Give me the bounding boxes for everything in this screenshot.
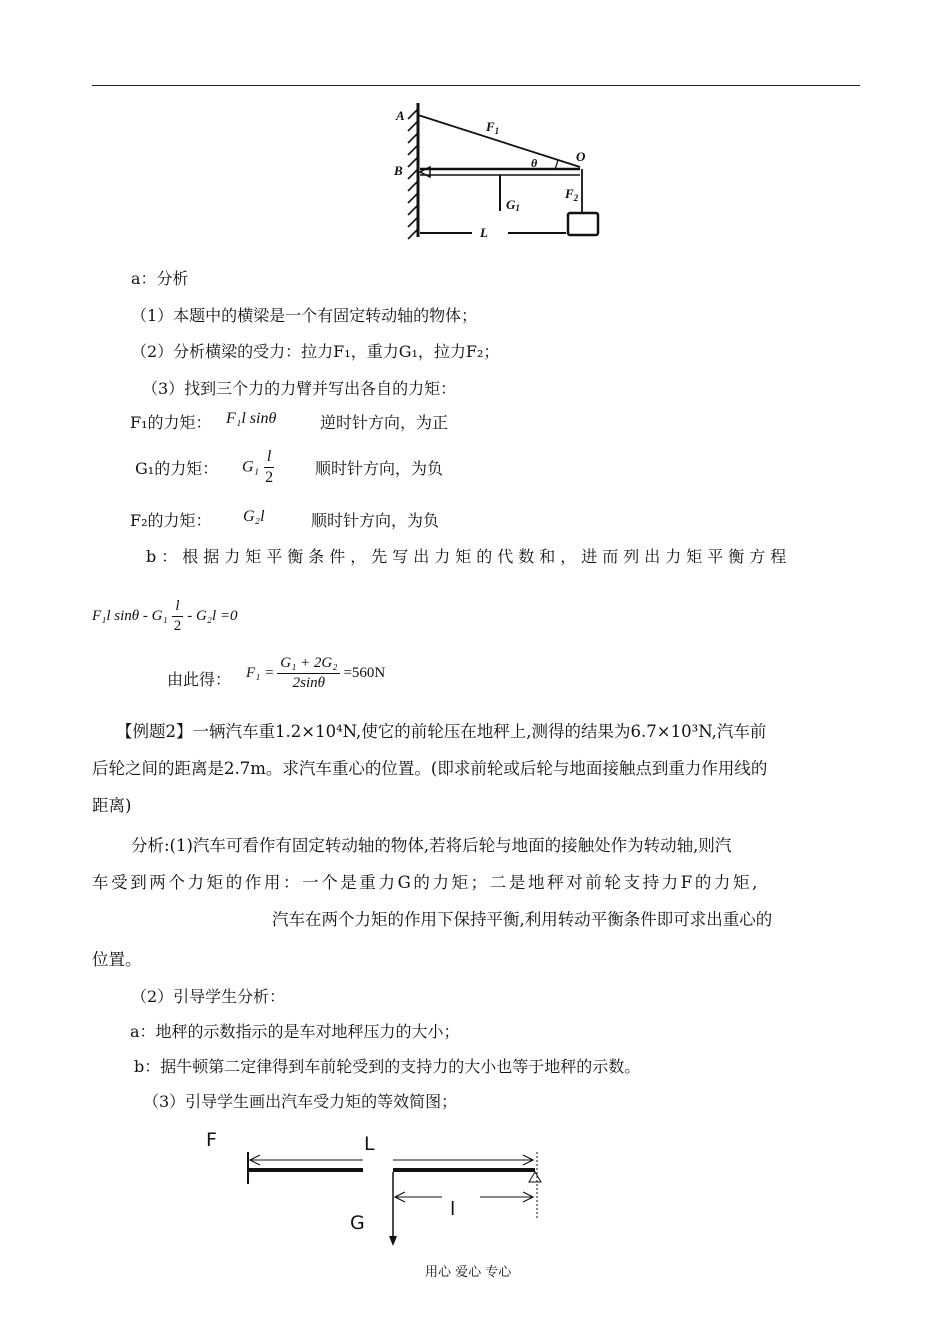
label-l-lower: l xyxy=(450,1198,456,1220)
example2-line3: 距离) xyxy=(92,796,132,815)
result-equation: F₁ = $\frac{\text{G₁ + 2G₂}}{2\sin\theta}$ =560N xyxy=(246,655,386,691)
moment-f2-label: F₂的力矩： xyxy=(130,511,212,530)
analysis-b: b：根据力矩平衡条件，先写出力矩的代数和，进而列出力矩平衡方程 xyxy=(146,547,792,566)
label-f1: $F_1$ xyxy=(486,119,500,136)
example2-analysis-1: 分析:(1)汽车可看作有固定转动轴的物体,若将后轮与地面的接触处作为转动轴,则汽 xyxy=(131,836,732,855)
label-f: F xyxy=(206,1129,217,1151)
example2-step2: （2）引导学生分析： xyxy=(131,987,286,1006)
analysis-item-2: （2）分析横梁的受力：拉力F₁，重力G₁，拉力F₂； xyxy=(131,342,500,361)
moment-g1-expr: G₁ $\frac{l}{2}$ xyxy=(242,448,274,486)
balance-equation: F₁l sinθ - G₁ $\frac{l}{2}$ - G₂l =0 xyxy=(92,598,238,634)
label-l-upper: L xyxy=(364,1133,375,1155)
moment-g1-label: G₁的力矩： xyxy=(135,459,219,478)
label-o: O xyxy=(576,149,586,164)
label-g: G xyxy=(350,1212,365,1234)
moment-f1-label: F₁的力矩： xyxy=(130,413,212,432)
moment-f1-note: 逆时针方向，为正 xyxy=(320,413,449,432)
analysis-heading: a：分析 xyxy=(131,269,189,288)
page-footer: 用心 爱心 专心 xyxy=(425,1265,512,1280)
label-l-wall: L xyxy=(480,225,488,240)
example2-step2b: b：据牛顿第二定律得到车前轮受到的支持力的大小也等于地秤的示数。 xyxy=(134,1057,641,1076)
example2-step2a: a：地秤的示数指示的是车对地秤压力的大小； xyxy=(130,1022,460,1041)
example2-line1: 【例题2】一辆汽车重1.2×10⁴N,使它的前轮压在地秤上,测得的结果为6.7×10³N,汽车前 xyxy=(116,722,767,741)
car-moment-diagram xyxy=(200,1120,560,1250)
label-b: B xyxy=(394,163,403,178)
analysis-item-1: （1）本题中的横梁是一个有固定转动轴的物体； xyxy=(131,306,478,325)
label-g1: G1 xyxy=(506,197,520,213)
label-f2: $F_2$ xyxy=(565,186,579,203)
moment-g1-note: 顺时针方向，为负 xyxy=(315,459,444,478)
analysis-item-3: （3）找到三个力的力臂并写出各自的力矩： xyxy=(142,379,457,398)
moment-f2-note: 顺时针方向，为负 xyxy=(311,511,440,530)
moment-f1-expr: F₁l sinθ xyxy=(226,410,277,427)
example2-analysis-4: 位置。 xyxy=(92,950,142,969)
label-a: A xyxy=(396,108,405,123)
example2-analysis-3: 汽车在两个力矩的作用下保持平衡,利用转动平衡条件即可求出重心的 xyxy=(272,910,773,929)
beam-diagram xyxy=(390,95,610,245)
label-theta: θ xyxy=(531,156,538,170)
example2-line2: 后轮之间的距离是2.7m。求汽车重心的位置。(即求前轮或后轮与地面接触点到重力作用线的 xyxy=(92,759,768,778)
example2-step3: （3）引导学生画出汽车受力矩的等效简图； xyxy=(143,1092,458,1111)
moment-f2-expr: G₂l xyxy=(243,508,265,525)
example2-analysis-2: 车受到两个力矩的作用：一个是重力G的力矩；二是地秤对前轮支持力F的力矩, xyxy=(92,873,760,892)
header-rule xyxy=(92,85,860,86)
result-label: 由此得： xyxy=(167,670,232,689)
